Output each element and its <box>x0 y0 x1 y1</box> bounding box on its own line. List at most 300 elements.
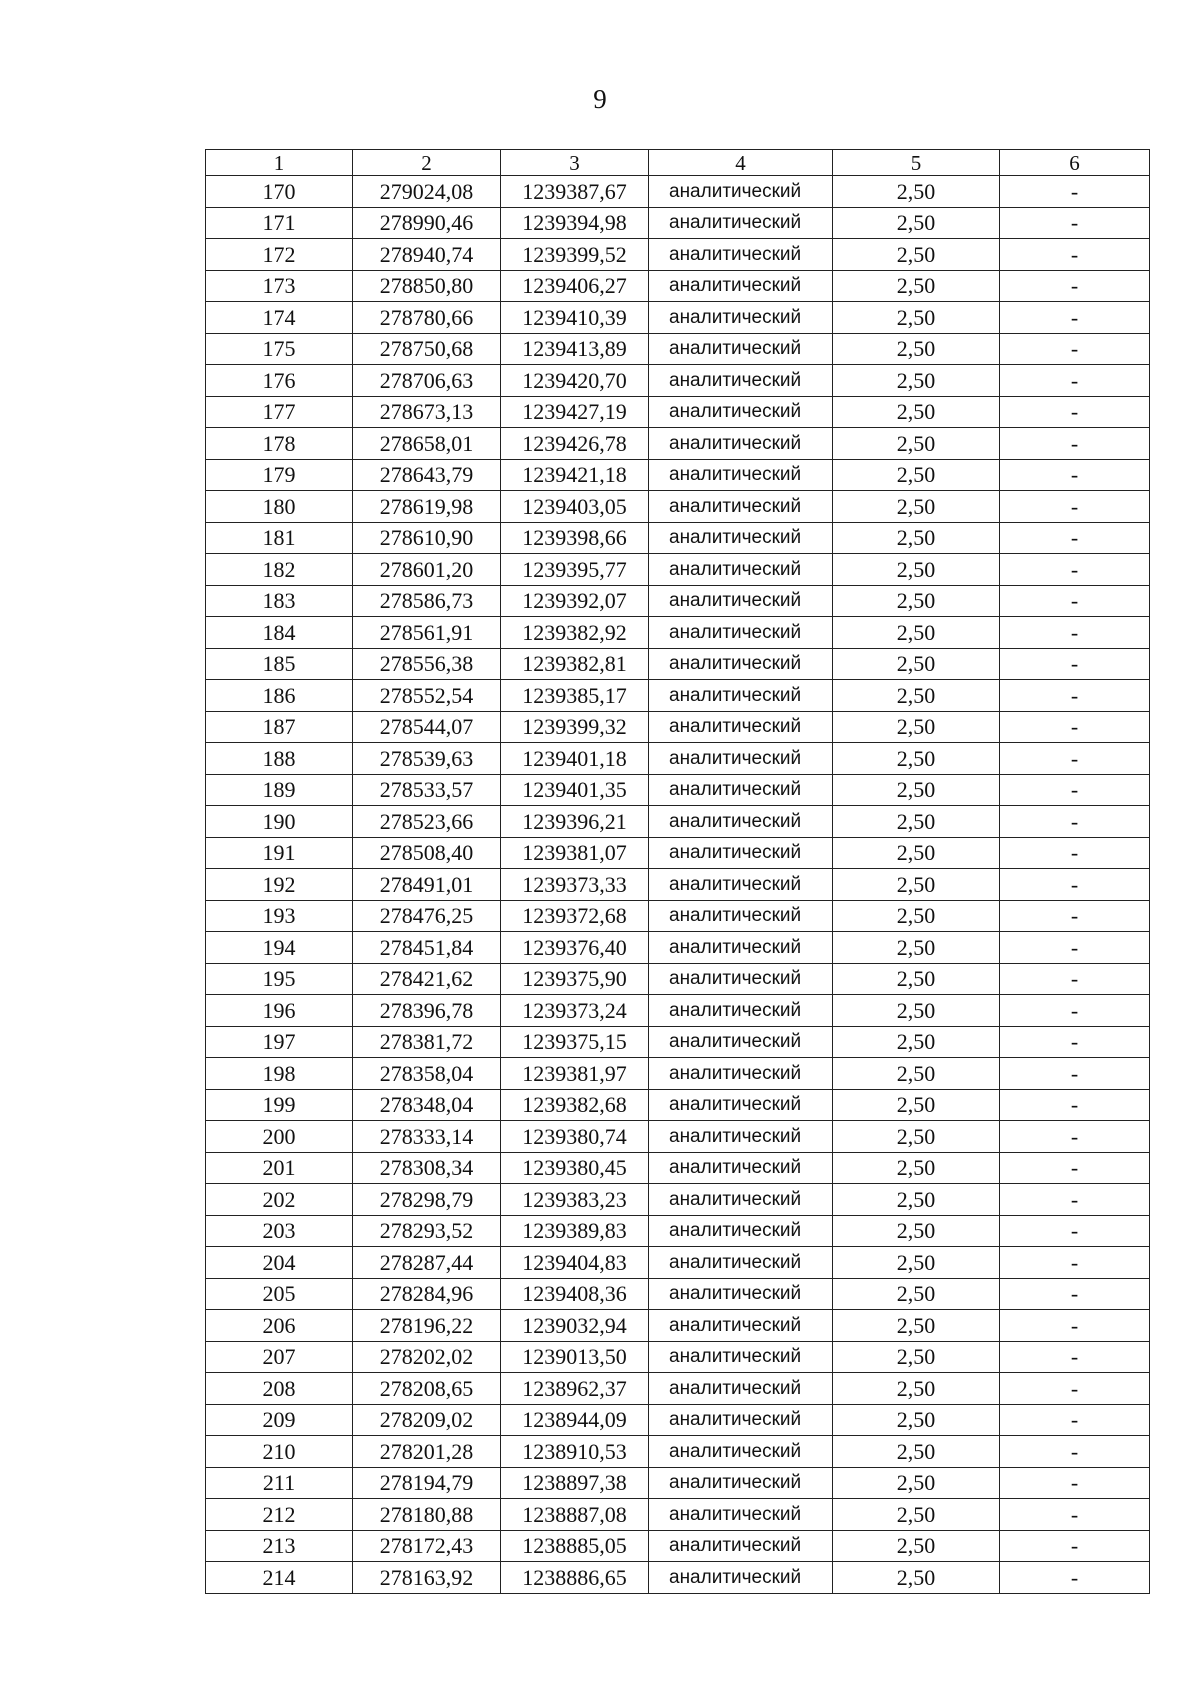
cell-accuracy: 2,50 <box>833 806 1000 838</box>
cell-method: аналитический <box>649 207 833 239</box>
cell-coordinate-x: 278523,66 <box>353 806 501 838</box>
cell-note: - <box>1000 995 1150 1027</box>
cell-method: аналитический <box>649 806 833 838</box>
cell-note: - <box>1000 1247 1150 1279</box>
cell-method: аналитический <box>649 617 833 649</box>
cell-point-number: 205 <box>206 1278 353 1310</box>
cell-point-number: 204 <box>206 1247 353 1279</box>
cell-note: - <box>1000 176 1150 208</box>
cell-point-number: 186 <box>206 680 353 712</box>
cell-point-number: 189 <box>206 774 353 806</box>
cell-coordinate-y: 1239398,66 <box>501 522 649 554</box>
cell-point-number: 179 <box>206 459 353 491</box>
cell-note: - <box>1000 428 1150 460</box>
cell-coordinate-x: 278780,66 <box>353 302 501 334</box>
table-row <box>206 1152 1150 1184</box>
header-cell-3: 3 <box>501 150 649 176</box>
cell-coordinate-y: 1239376,40 <box>501 932 649 964</box>
cell-accuracy: 2,50 <box>833 554 1000 586</box>
cell-note: - <box>1000 869 1150 901</box>
cell-coordinate-y: 1239373,33 <box>501 869 649 901</box>
cell-point-number: 214 <box>206 1562 353 1594</box>
cell-method: аналитический <box>649 1152 833 1184</box>
cell-point-number: 190 <box>206 806 353 838</box>
table-row <box>206 585 1150 617</box>
table-row <box>206 1341 1150 1373</box>
cell-coordinate-x: 278202,02 <box>353 1341 501 1373</box>
cell-method: аналитический <box>649 995 833 1027</box>
cell-accuracy: 2,50 <box>833 1026 1000 1058</box>
cell-method: аналитический <box>649 932 833 964</box>
cell-note: - <box>1000 1467 1150 1499</box>
cell-point-number: 206 <box>206 1310 353 1342</box>
cell-note: - <box>1000 932 1150 964</box>
table-row <box>206 302 1150 334</box>
cell-coordinate-y: 1239401,18 <box>501 743 649 775</box>
cell-accuracy: 2,50 <box>833 207 1000 239</box>
cell-accuracy: 2,50 <box>833 1404 1000 1436</box>
cell-note: - <box>1000 1184 1150 1216</box>
cell-accuracy: 2,50 <box>833 1436 1000 1468</box>
cell-accuracy: 2,50 <box>833 1058 1000 1090</box>
cell-coordinate-x: 278643,79 <box>353 459 501 491</box>
cell-accuracy: 2,50 <box>833 900 1000 932</box>
cell-coordinate-y: 1239392,07 <box>501 585 649 617</box>
cell-method: аналитический <box>649 1436 833 1468</box>
table-row <box>206 617 1150 649</box>
table-row <box>206 1278 1150 1310</box>
cell-accuracy: 2,50 <box>833 459 1000 491</box>
header-cell-2: 2 <box>353 150 501 176</box>
cell-method: аналитический <box>649 1562 833 1594</box>
cell-point-number: 170 <box>206 176 353 208</box>
cell-method: аналитический <box>649 963 833 995</box>
cell-note: - <box>1000 1310 1150 1342</box>
cell-coordinate-x: 279024,08 <box>353 176 501 208</box>
cell-method: аналитический <box>649 711 833 743</box>
cell-coordinate-x: 278293,52 <box>353 1215 501 1247</box>
cell-point-number: 208 <box>206 1373 353 1405</box>
cell-point-number: 210 <box>206 1436 353 1468</box>
cell-coordinate-y: 1239385,17 <box>501 680 649 712</box>
cell-note: - <box>1000 491 1150 523</box>
cell-note: - <box>1000 1089 1150 1121</box>
cell-coordinate-y: 1238887,08 <box>501 1499 649 1531</box>
cell-coordinate-y: 1239395,77 <box>501 554 649 586</box>
cell-method: аналитический <box>649 1278 833 1310</box>
table-row <box>206 1499 1150 1531</box>
cell-accuracy: 2,50 <box>833 1530 1000 1562</box>
table-row <box>206 837 1150 869</box>
table-body <box>206 176 1150 1594</box>
cell-coordinate-y: 1239382,68 <box>501 1089 649 1121</box>
cell-accuracy: 2,50 <box>833 1121 1000 1153</box>
cell-note: - <box>1000 648 1150 680</box>
cell-coordinate-y: 1239396,21 <box>501 806 649 838</box>
cell-coordinate-x: 278163,92 <box>353 1562 501 1594</box>
cell-point-number: 201 <box>206 1152 353 1184</box>
table-row <box>206 1373 1150 1405</box>
cell-method: аналитический <box>649 270 833 302</box>
cell-accuracy: 2,50 <box>833 1341 1000 1373</box>
cell-coordinate-y: 1239380,45 <box>501 1152 649 1184</box>
cell-accuracy: 2,50 <box>833 428 1000 460</box>
cell-coordinate-x: 278850,80 <box>353 270 501 302</box>
cell-method: аналитический <box>649 1341 833 1373</box>
table-row <box>206 1058 1150 1090</box>
cell-method: аналитический <box>649 1373 833 1405</box>
cell-accuracy: 2,50 <box>833 711 1000 743</box>
cell-coordinate-x: 278333,14 <box>353 1121 501 1153</box>
cell-note: - <box>1000 1499 1150 1531</box>
cell-note: - <box>1000 333 1150 365</box>
cell-coordinate-x: 278586,73 <box>353 585 501 617</box>
cell-coordinate-x: 278196,22 <box>353 1310 501 1342</box>
cell-accuracy: 2,50 <box>833 522 1000 554</box>
cell-point-number: 171 <box>206 207 353 239</box>
cell-coordinate-y: 1239426,78 <box>501 428 649 460</box>
cell-point-number: 180 <box>206 491 353 523</box>
cell-accuracy: 2,50 <box>833 995 1000 1027</box>
cell-point-number: 198 <box>206 1058 353 1090</box>
cell-coordinate-y: 1238886,65 <box>501 1562 649 1594</box>
cell-point-number: 172 <box>206 239 353 271</box>
table-row <box>206 1184 1150 1216</box>
cell-method: аналитический <box>649 900 833 932</box>
cell-coordinate-y: 1239427,19 <box>501 396 649 428</box>
table-row <box>206 711 1150 743</box>
cell-method: аналитический <box>649 491 833 523</box>
table-row <box>206 743 1150 775</box>
cell-coordinate-y: 1239381,97 <box>501 1058 649 1090</box>
cell-point-number: 195 <box>206 963 353 995</box>
cell-note: - <box>1000 207 1150 239</box>
cell-point-number: 213 <box>206 1530 353 1562</box>
cell-point-number: 202 <box>206 1184 353 1216</box>
cell-accuracy: 2,50 <box>833 774 1000 806</box>
cell-coordinate-y: 1239382,92 <box>501 617 649 649</box>
table-row <box>206 270 1150 302</box>
cell-coordinate-x: 278673,13 <box>353 396 501 428</box>
cell-note: - <box>1000 1373 1150 1405</box>
table-row <box>206 176 1150 208</box>
cell-accuracy: 2,50 <box>833 365 1000 397</box>
cell-coordinate-x: 278561,91 <box>353 617 501 649</box>
cell-coordinate-y: 1239381,07 <box>501 837 649 869</box>
cell-coordinate-x: 278658,01 <box>353 428 501 460</box>
cell-note: - <box>1000 900 1150 932</box>
cell-coordinate-x: 278556,38 <box>353 648 501 680</box>
cell-method: аналитический <box>649 522 833 554</box>
cell-point-number: 182 <box>206 554 353 586</box>
cell-method: аналитический <box>649 554 833 586</box>
table-row <box>206 1467 1150 1499</box>
table-row <box>206 774 1150 806</box>
cell-accuracy: 2,50 <box>833 1373 1000 1405</box>
table-row <box>206 1121 1150 1153</box>
cell-accuracy: 2,50 <box>833 837 1000 869</box>
cell-point-number: 184 <box>206 617 353 649</box>
cell-coordinate-x: 278706,63 <box>353 365 501 397</box>
cell-coordinate-y: 1239373,24 <box>501 995 649 1027</box>
cell-point-number: 209 <box>206 1404 353 1436</box>
cell-point-number: 176 <box>206 365 353 397</box>
cell-method: аналитический <box>649 648 833 680</box>
cell-coordinate-y: 1239382,81 <box>501 648 649 680</box>
cell-coordinate-x: 278209,02 <box>353 1404 501 1436</box>
cell-note: - <box>1000 680 1150 712</box>
cell-coordinate-y: 1239406,27 <box>501 270 649 302</box>
cell-coordinate-y: 1239413,89 <box>501 333 649 365</box>
cell-coordinate-y: 1239408,36 <box>501 1278 649 1310</box>
cell-note: - <box>1000 1562 1150 1594</box>
cell-accuracy: 2,50 <box>833 963 1000 995</box>
cell-note: - <box>1000 585 1150 617</box>
table-row <box>206 680 1150 712</box>
cell-coordinate-x: 278750,68 <box>353 333 501 365</box>
cell-coordinate-y: 1239013,50 <box>501 1341 649 1373</box>
cell-coordinate-y: 1238885,05 <box>501 1530 649 1562</box>
cell-method: аналитический <box>649 1310 833 1342</box>
cell-point-number: 207 <box>206 1341 353 1373</box>
page-number: 9 <box>593 84 607 114</box>
cell-method: аналитический <box>649 428 833 460</box>
cell-accuracy: 2,50 <box>833 1278 1000 1310</box>
cell-coordinate-y: 1238910,53 <box>501 1436 649 1468</box>
cell-accuracy: 2,50 <box>833 302 1000 334</box>
cell-accuracy: 2,50 <box>833 1184 1000 1216</box>
cell-note: - <box>1000 239 1150 271</box>
cell-point-number: 212 <box>206 1499 353 1531</box>
cell-accuracy: 2,50 <box>833 743 1000 775</box>
table-row <box>206 1089 1150 1121</box>
cell-method: аналитический <box>649 837 833 869</box>
cell-note: - <box>1000 617 1150 649</box>
cell-coordinate-x: 278358,04 <box>353 1058 501 1090</box>
cell-coordinate-x: 278287,44 <box>353 1247 501 1279</box>
cell-method: аналитический <box>649 239 833 271</box>
cell-method: аналитический <box>649 333 833 365</box>
cell-coordinate-x: 278208,65 <box>353 1373 501 1405</box>
cell-coordinate-x: 278619,98 <box>353 491 501 523</box>
cell-coordinate-x: 278348,04 <box>353 1089 501 1121</box>
cell-method: аналитический <box>649 743 833 775</box>
table-row <box>206 995 1150 1027</box>
cell-note: - <box>1000 806 1150 838</box>
cell-point-number: 194 <box>206 932 353 964</box>
table-row <box>206 239 1150 271</box>
cell-coordinate-y: 1239389,83 <box>501 1215 649 1247</box>
cell-note: - <box>1000 396 1150 428</box>
cell-accuracy: 2,50 <box>833 1310 1000 1342</box>
cell-note: - <box>1000 1058 1150 1090</box>
cell-accuracy: 2,50 <box>833 1152 1000 1184</box>
cell-point-number: 197 <box>206 1026 353 1058</box>
cell-coordinate-y: 1239375,90 <box>501 963 649 995</box>
table-row <box>206 869 1150 901</box>
cell-note: - <box>1000 1341 1150 1373</box>
cell-coordinate-x: 278172,43 <box>353 1530 501 1562</box>
cell-coordinate-y: 1239375,15 <box>501 1026 649 1058</box>
cell-coordinate-y: 1239394,98 <box>501 207 649 239</box>
cell-note: - <box>1000 554 1150 586</box>
cell-method: аналитический <box>649 1058 833 1090</box>
table-row <box>206 1562 1150 1594</box>
cell-method: аналитический <box>649 365 833 397</box>
header-cell-4: 4 <box>649 150 833 176</box>
cell-coordinate-y: 1239401,35 <box>501 774 649 806</box>
cell-coordinate-x: 278544,07 <box>353 711 501 743</box>
cell-note: - <box>1000 711 1150 743</box>
header-cell-5: 5 <box>833 150 1000 176</box>
cell-point-number: 185 <box>206 648 353 680</box>
cell-accuracy: 2,50 <box>833 1247 1000 1279</box>
cell-accuracy: 2,50 <box>833 932 1000 964</box>
cell-coordinate-y: 1238897,38 <box>501 1467 649 1499</box>
table-row <box>206 648 1150 680</box>
table-row <box>206 806 1150 838</box>
cell-method: аналитический <box>649 1499 833 1531</box>
cell-point-number: 181 <box>206 522 353 554</box>
cell-accuracy: 2,50 <box>833 176 1000 208</box>
table-row <box>206 1247 1150 1279</box>
cell-note: - <box>1000 1404 1150 1436</box>
cell-coordinate-x: 278308,34 <box>353 1152 501 1184</box>
cell-coordinate-y: 1239404,83 <box>501 1247 649 1279</box>
cell-method: аналитический <box>649 1530 833 1562</box>
cell-coordinate-y: 1239399,32 <box>501 711 649 743</box>
cell-accuracy: 2,50 <box>833 333 1000 365</box>
cell-method: аналитический <box>649 1404 833 1436</box>
table-row <box>206 428 1150 460</box>
cell-point-number: 196 <box>206 995 353 1027</box>
cell-coordinate-x: 278552,54 <box>353 680 501 712</box>
cell-note: - <box>1000 522 1150 554</box>
cell-point-number: 183 <box>206 585 353 617</box>
cell-point-number: 211 <box>206 1467 353 1499</box>
cell-method: аналитический <box>649 396 833 428</box>
table-row <box>206 522 1150 554</box>
cell-note: - <box>1000 1121 1150 1153</box>
table-row <box>206 491 1150 523</box>
cell-method: аналитический <box>649 1121 833 1153</box>
header-row <box>206 150 1150 176</box>
cell-point-number: 175 <box>206 333 353 365</box>
cell-method: аналитический <box>649 176 833 208</box>
cell-coordinate-x: 278940,74 <box>353 239 501 271</box>
cell-method: аналитический <box>649 1026 833 1058</box>
cell-coordinate-y: 1238944,09 <box>501 1404 649 1436</box>
cell-accuracy: 2,50 <box>833 585 1000 617</box>
cell-note: - <box>1000 1278 1150 1310</box>
cell-note: - <box>1000 963 1150 995</box>
cell-coordinate-y: 1239380,74 <box>501 1121 649 1153</box>
table-row <box>206 1404 1150 1436</box>
table-row <box>206 900 1150 932</box>
cell-coordinate-x: 278180,88 <box>353 1499 501 1531</box>
cell-coordinate-x: 278194,79 <box>353 1467 501 1499</box>
cell-point-number: 188 <box>206 743 353 775</box>
cell-coordinate-x: 278381,72 <box>353 1026 501 1058</box>
cell-method: аналитический <box>649 1215 833 1247</box>
cell-coordinate-x: 278610,90 <box>353 522 501 554</box>
cell-method: аналитический <box>649 585 833 617</box>
cell-coordinate-x: 278491,01 <box>353 869 501 901</box>
cell-method: аналитический <box>649 1089 833 1121</box>
cell-coordinate-x: 278508,40 <box>353 837 501 869</box>
cell-method: аналитический <box>649 302 833 334</box>
table-header <box>206 150 1150 176</box>
cell-note: - <box>1000 302 1150 334</box>
cell-coordinate-x: 278396,78 <box>353 995 501 1027</box>
cell-method: аналитический <box>649 680 833 712</box>
cell-accuracy: 2,50 <box>833 239 1000 271</box>
cell-point-number: 192 <box>206 869 353 901</box>
cell-method: аналитический <box>649 1467 833 1499</box>
cell-coordinate-x: 278451,84 <box>353 932 501 964</box>
cell-coordinate-x: 278298,79 <box>353 1184 501 1216</box>
cell-accuracy: 2,50 <box>833 869 1000 901</box>
cell-coordinate-y: 1239420,70 <box>501 365 649 397</box>
cell-accuracy: 2,50 <box>833 680 1000 712</box>
cell-coordinate-y: 1239032,94 <box>501 1310 649 1342</box>
cell-coordinate-x: 278601,20 <box>353 554 501 586</box>
cell-accuracy: 2,50 <box>833 270 1000 302</box>
cell-method: аналитический <box>649 459 833 491</box>
cell-accuracy: 2,50 <box>833 396 1000 428</box>
cell-accuracy: 2,50 <box>833 648 1000 680</box>
table-row <box>206 1530 1150 1562</box>
cell-coordinate-x: 278539,63 <box>353 743 501 775</box>
cell-point-number: 177 <box>206 396 353 428</box>
cell-coordinate-y: 1239421,18 <box>501 459 649 491</box>
cell-note: - <box>1000 365 1150 397</box>
cell-note: - <box>1000 270 1150 302</box>
cell-note: - <box>1000 743 1150 775</box>
table-row <box>206 932 1150 964</box>
table-row <box>206 459 1150 491</box>
cell-point-number: 199 <box>206 1089 353 1121</box>
cell-accuracy: 2,50 <box>833 1562 1000 1594</box>
table-row <box>206 396 1150 428</box>
cell-accuracy: 2,50 <box>833 491 1000 523</box>
cell-accuracy: 2,50 <box>833 617 1000 649</box>
table-row <box>206 963 1150 995</box>
table-row <box>206 365 1150 397</box>
table-row <box>206 1436 1150 1468</box>
cell-coordinate-x: 278533,57 <box>353 774 501 806</box>
cell-coordinate-x: 278990,46 <box>353 207 501 239</box>
cell-coordinate-x: 278201,28 <box>353 1436 501 1468</box>
cell-coordinate-x: 278284,96 <box>353 1278 501 1310</box>
cell-point-number: 193 <box>206 900 353 932</box>
cell-coordinate-y: 1239410,39 <box>501 302 649 334</box>
cell-coordinate-y: 1239383,23 <box>501 1184 649 1216</box>
header-cell-1: 1 <box>206 150 353 176</box>
cell-note: - <box>1000 1026 1150 1058</box>
cell-accuracy: 2,50 <box>833 1089 1000 1121</box>
cell-coordinate-y: 1239399,52 <box>501 239 649 271</box>
cell-accuracy: 2,50 <box>833 1467 1000 1499</box>
coordinates-table <box>205 149 1150 1594</box>
cell-method: аналитический <box>649 774 833 806</box>
cell-coordinate-x: 278421,62 <box>353 963 501 995</box>
cell-accuracy: 2,50 <box>833 1499 1000 1531</box>
cell-point-number: 173 <box>206 270 353 302</box>
cell-coordinate-y: 1239403,05 <box>501 491 649 523</box>
table-row <box>206 1310 1150 1342</box>
cell-coordinate-y: 1238962,37 <box>501 1373 649 1405</box>
